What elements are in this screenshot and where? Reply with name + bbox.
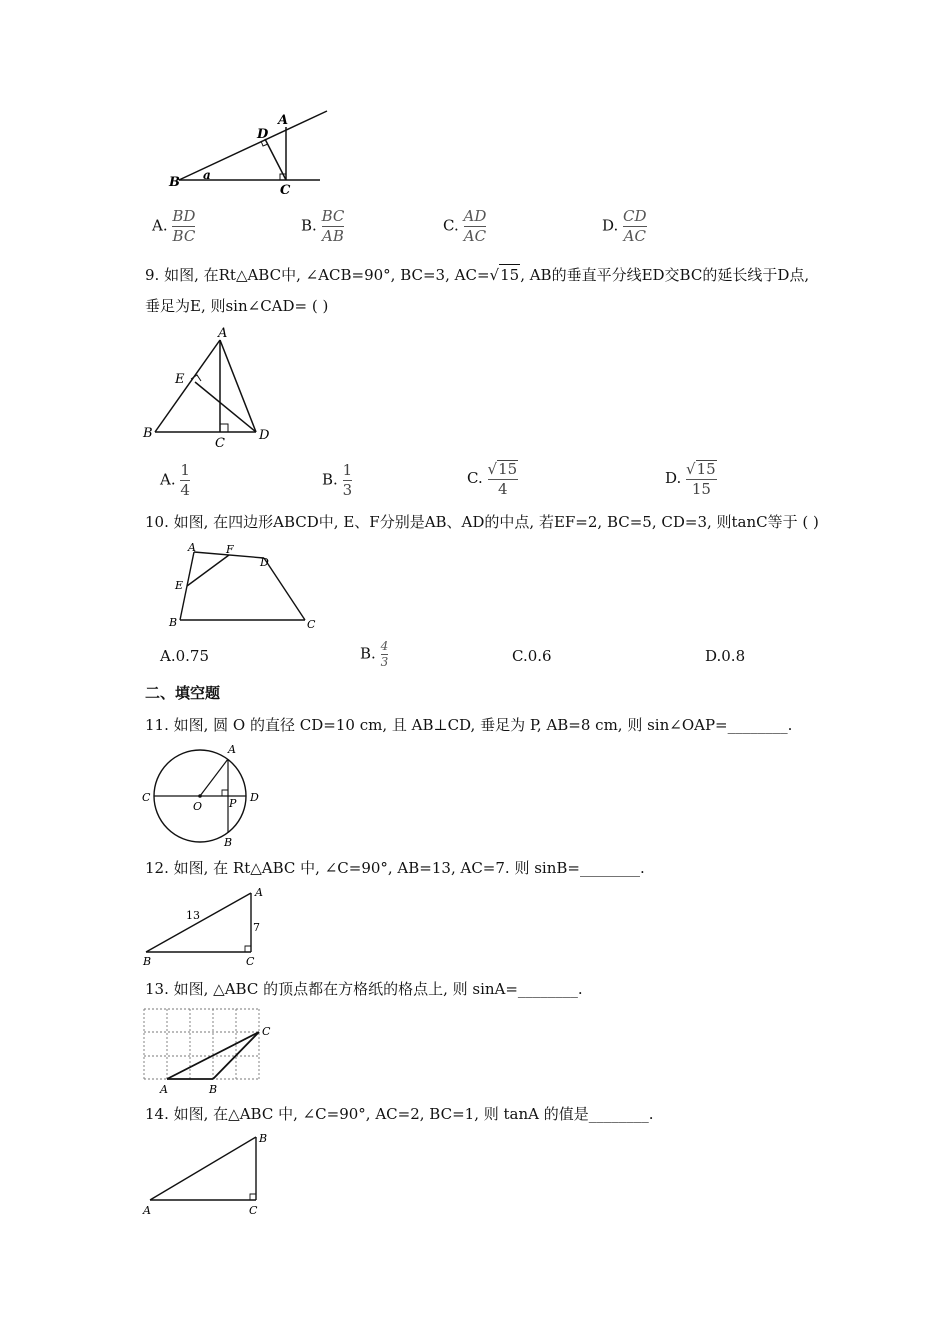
q13-label-a: A	[160, 1083, 168, 1096]
q12-figure	[140, 885, 275, 967]
q8-option-a-fraction: $\frac{BD}{BC}$	[172, 207, 196, 245]
q9-stem-line1: 9. 如图, 在Rt△ABC中, ∠ACB=90°, BC=3, AC=√ 15 , AB的垂直平分线ED交BC的延长线于D点,	[145, 266, 810, 284]
q10-option-d[interactable]: D.0.8	[705, 647, 746, 665]
q9-option-c-fraction: √ 15 4	[487, 460, 518, 498]
q8-option-a[interactable]: A. $\frac{BD}{BC}$	[152, 207, 196, 245]
q14-label-b: B	[259, 1132, 268, 1145]
q10-option-a[interactable]: A.0.75	[160, 647, 210, 665]
q10-label-a: A	[188, 541, 196, 554]
q9-option-b[interactable]: B. $\frac{1}{3}$	[322, 461, 353, 499]
q11-stem: 11. 如图, 圆 O 的直径 CD=10 cm, 且 AB⊥CD, 垂足为 P, AB=8 cm, 则 sin∠OAP=________.	[145, 716, 793, 734]
q14-label-c: C	[249, 1204, 258, 1217]
q8-option-c-fraction: $\frac{AD}{AC}$	[463, 207, 487, 245]
q8-figure	[165, 108, 335, 198]
q9-label-d: D	[259, 428, 270, 443]
q9-option-d-fraction: √ 15 15	[686, 460, 716, 498]
q10-label-b: B	[169, 616, 178, 629]
q8-option-d[interactable]: D. $\frac{CD}{AC}$	[602, 207, 647, 245]
q8-label-b: B	[169, 175, 180, 190]
q9-figure	[140, 325, 280, 450]
q11-figure	[140, 740, 270, 850]
q9-option-a-fraction: $\frac{1}{4}$	[180, 461, 190, 499]
q9-stem-line2: 垂足为E, 则sin∠CAD= ( )	[145, 297, 329, 315]
q9-sqrt: √ 15	[489, 266, 520, 284]
q14-label-a: A	[143, 1204, 151, 1217]
q9-label-b: B	[143, 426, 153, 441]
q9-option-d[interactable]: D. √ 15 15	[665, 460, 716, 498]
q11-label-a: A	[228, 743, 236, 756]
q9-label-e: E	[175, 372, 185, 387]
q9-option-b-fraction: $\frac{1}{3}$	[342, 461, 353, 499]
q13-label-b: B	[209, 1083, 218, 1096]
q14-stem: 14. 如图, 在△ABC 中, ∠C=90°, AC=2, BC=1, 则 tanA 的值是________.	[145, 1105, 654, 1123]
q12-label-ab: 13	[186, 909, 200, 922]
q9-label-a: A	[218, 326, 228, 341]
q10-label-f: F	[226, 543, 234, 556]
q10-figure	[165, 540, 320, 632]
q12-label-c: C	[246, 955, 255, 967]
q8-option-d-fraction: $\frac{CD}{AC}$	[623, 207, 647, 245]
q13-label-c: C	[262, 1025, 271, 1038]
q8-option-c[interactable]: C. $\frac{AD}{AC}$	[443, 207, 487, 245]
q13-stem: 13. 如图, △ABC 的顶点都在方格纸的格点上, 则 sinA=________.	[145, 980, 583, 998]
q14-figure	[140, 1130, 275, 1220]
q10-label-d: D	[260, 556, 269, 569]
q13-figure	[138, 1005, 278, 1097]
q8-label-a: A	[278, 113, 289, 128]
q11-label-p: P	[229, 797, 237, 810]
q9-option-a[interactable]: A. $\frac{1}{4}$	[160, 461, 190, 499]
q12-label-b: B	[143, 955, 152, 967]
q8-option-b-fraction: $\frac{BC}{AB}$	[321, 207, 345, 245]
q8-option-b[interactable]: B. $\frac{BC}{AB}$	[301, 207, 345, 245]
section-title-fill-in: 二、填空题	[145, 684, 221, 702]
q10-option-b[interactable]: B. $\frac{4}{3}$	[360, 639, 389, 669]
q8-label-d: D	[257, 127, 269, 142]
q10-stem: 10. 如图, 在四边形ABCD中, E、F分别是AB、AD的中点, 若EF=2, BC=5, CD=3, 则tanC等于 ( )	[145, 513, 819, 531]
q8-angle-alpha: a	[203, 168, 211, 182]
q10-option-c[interactable]: C.0.6	[512, 647, 552, 665]
q12-label-a: A	[255, 886, 263, 899]
q8-label-c: C	[280, 183, 291, 198]
q12-stem: 12. 如图, 在 Rt△ABC 中, ∠C=90°, AB=13, AC=7. 则 sinB=________.	[145, 859, 645, 877]
q10-label-e: E	[175, 579, 184, 592]
q11-label-o: O	[193, 800, 203, 813]
q11-label-b: B	[224, 836, 233, 849]
q10-label-c: C	[307, 618, 316, 631]
q11-label-d: D	[250, 791, 259, 804]
q9-label-c: C	[215, 436, 225, 450]
q11-label-c: C	[142, 791, 151, 804]
q10-option-b-fraction: $\frac{4}{3}$	[380, 639, 389, 669]
q12-label-ac: 7	[253, 921, 260, 934]
q9-option-c[interactable]: C. √ 15 4	[467, 460, 518, 498]
